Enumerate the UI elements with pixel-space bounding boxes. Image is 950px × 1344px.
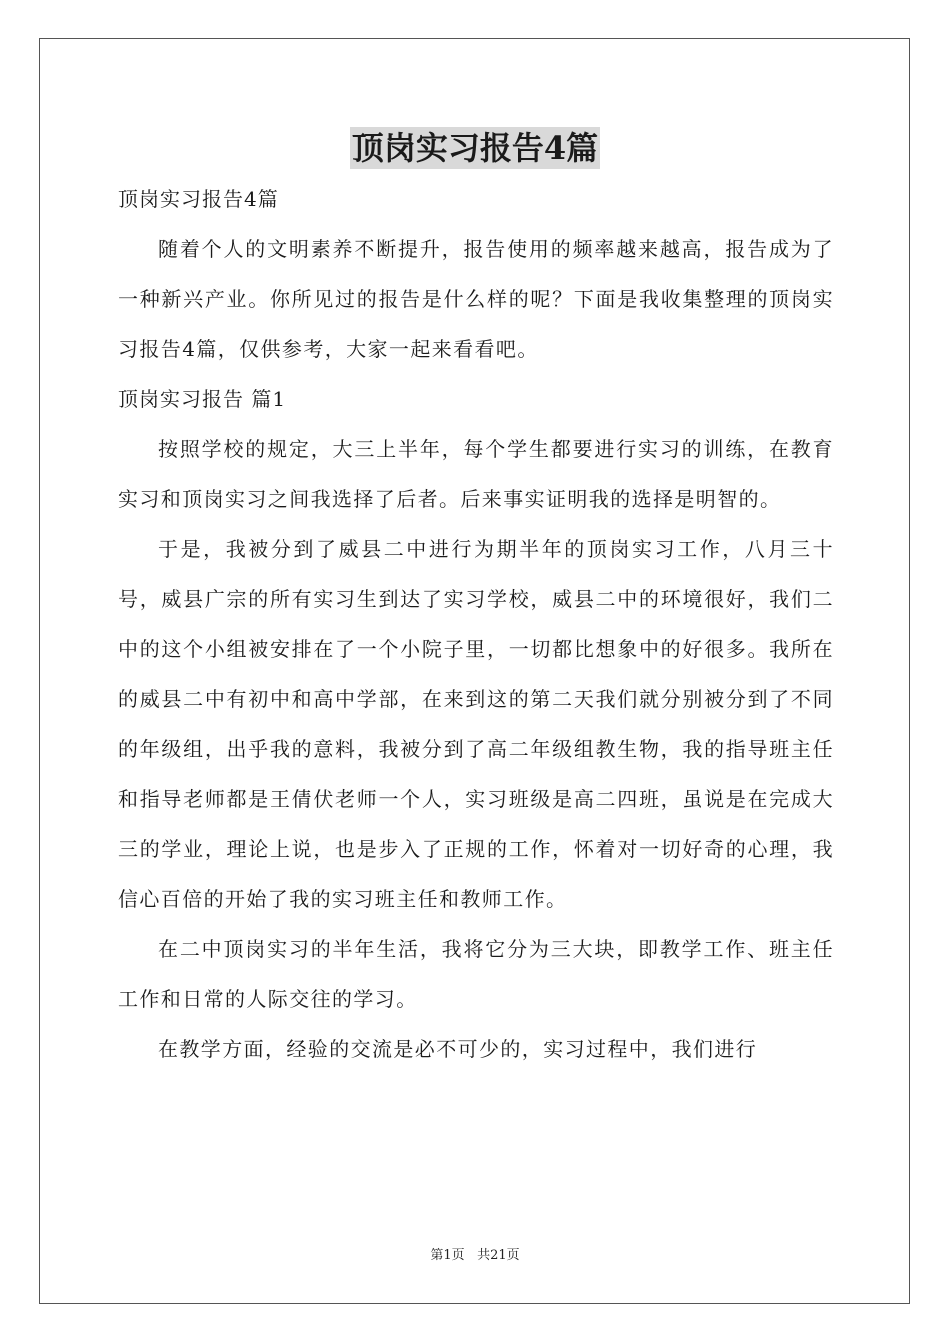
document-body	[118, 174, 834, 1074]
body-paragraph-4: 在教学方面，经验的交流是必不可少的，实习过程中，我们进行	[158, 1037, 758, 1061]
body-paragraph-2: 于是，我被分到了威县二中进行为期半年的顶岗实习工作，八月三十号，威县广宗的所有实习生到达了实习学校，威县二中的环境很好，我们二中的这个小组被安排在了一个小院子里，一切都比想象中的好很多。我所在的威县二中有初中和高中学部，在来到这的第二天我们就分别被分到了不同的年级组，出乎我的意料，我被分到了高二年级组教生物，我的指导班主任和指导老师都是王倩伏老师一个人，实习班级是高二四班，虽说是在完成大三的学业，理论上说，也是步入了正规的工作，怀着对一切好奇的心理，我信心百倍的开始了我的实习班主任和教师工作。	[118, 537, 834, 911]
body-paragraph-1: 按照学校的规定，大三上半年，每个学生都要进行实习的训练，在教育实习和顶岗实习之间我选择了后者。后来事实证明我的选择是明智的。	[118, 437, 834, 511]
document-title: 顶岗实习报告4篇	[351, 129, 599, 167]
page-footer	[0, 1246, 950, 1266]
page-number: 第1页	[430, 1248, 465, 1263]
document-subtitle: 顶岗实习报告4篇	[118, 187, 279, 211]
section-heading: 顶岗实习报告 篇1	[118, 387, 287, 411]
body-paragraph-3: 在二中顶岗实习的半年生活，我将它分为三大块，即教学工作、班主任工作和日常的人际交往的学习。	[118, 937, 834, 1011]
page-total: 共21页	[477, 1248, 520, 1263]
intro-paragraph: 随着个人的文明素养不断提升，报告使用的频率越来越高，报告成为了一种新兴产业。你所见过的报告是什么样的呢？下面是我收集整理的顶岗实习报告4篇，仅供参考，大家一起来看看吧。	[118, 237, 834, 361]
title-container	[0, 127, 950, 169]
